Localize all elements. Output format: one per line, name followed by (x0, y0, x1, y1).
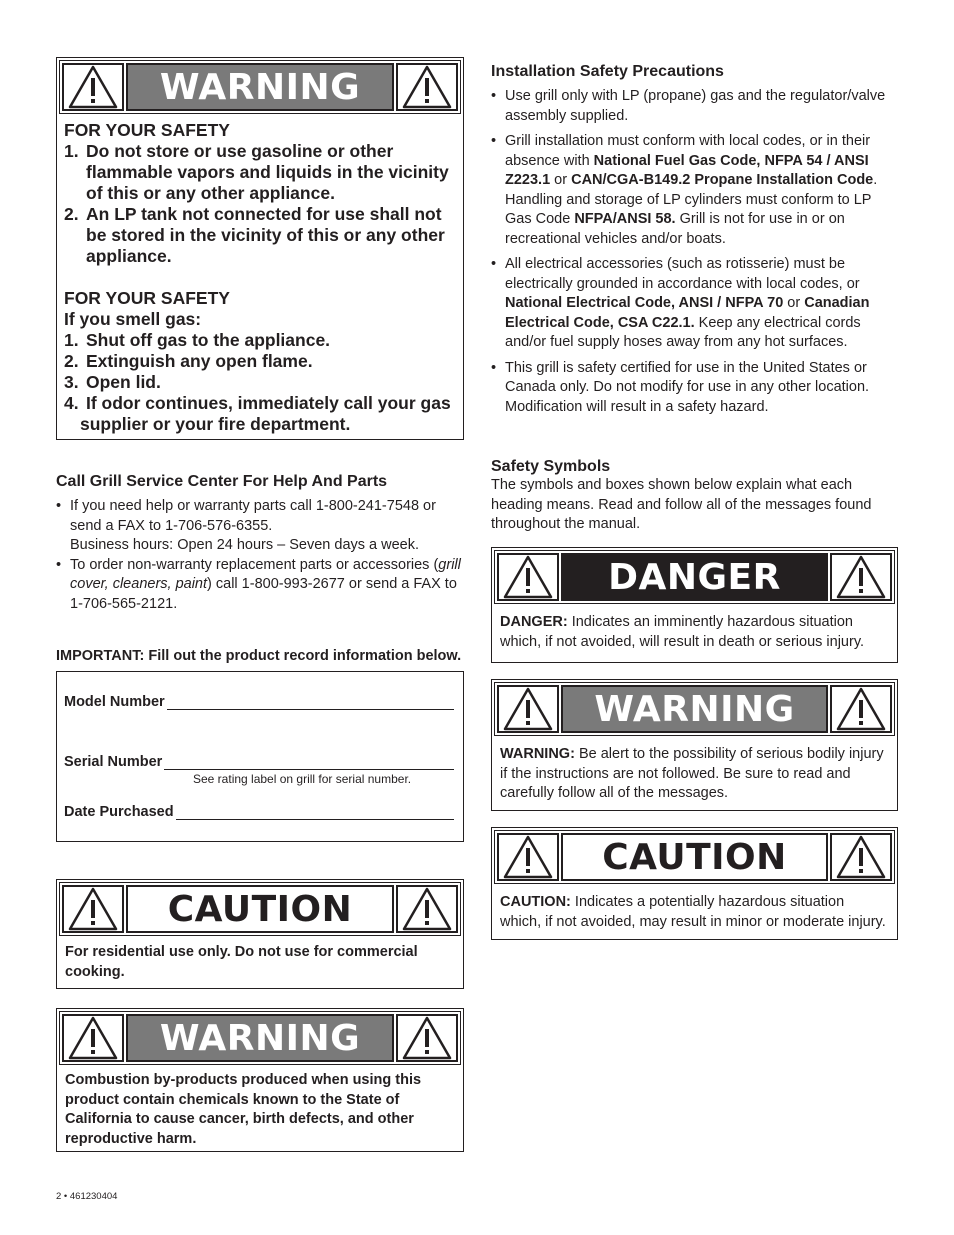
service-section (56, 473, 464, 620)
safety-symbols-section (491, 458, 899, 535)
banner-title: DANGER (561, 553, 828, 601)
list-item: • All electrical accessories (such as rotisserie) must be electrically grounded in accordance with local codes, or National Electrical Code, ANSI / NFPA 70 or Canadian Electrical Code, CSA C22.1. Keep any electrical cords and/or fuel supply hoses away from any hot surfaces. (491, 255, 899, 353)
warning-triangle-icon (830, 833, 892, 881)
banner-title: WARNING (126, 1014, 394, 1062)
warning-text: WARNING: Be alert to the possibility of serious bodily injury if the instructions are not followed. Be sure to read and carefully follow all of the messages. (500, 746, 884, 801)
warning-triangle-icon (830, 685, 892, 733)
list-item: • Grill installation must conform with local codes, or in their absence with National Fuel Gas Code, NFPA 54 / ANSI Z223.1 or CAN/CGA-B149.2 Propane Installation Code. Handling and storage of LP cylinders must conform to LP Gas Code NFPA/ANSI 58. Grill is not for use in or on recreational vehicles and/or boats. (491, 132, 899, 249)
model-number-field[interactable] (167, 695, 454, 710)
warning-gas-box (56, 57, 464, 440)
caution-residential-box (56, 879, 464, 989)
caution-text: For residential use only. Do not use for commercial cooking. (65, 944, 418, 980)
warning-triangle-icon (396, 63, 458, 111)
warning-banner (59, 1011, 461, 1065)
section-heading: Call Grill Service Center For Help And Parts (56, 473, 388, 490)
warning-triangle-icon (62, 1014, 124, 1062)
warning-triangle-icon (396, 1014, 458, 1062)
symbols-intro: The symbols and boxes shown below explain what each heading means. Read and follow all of the messages found throughout the manual. (491, 477, 872, 532)
warning-triangle-icon (830, 553, 892, 601)
banner-title: CAUTION (561, 833, 828, 881)
warning-symbol-box (491, 679, 898, 811)
list-item: 3. Open lid. (64, 372, 161, 392)
list-item: 1. Do not store or use gasoline or other flammable vapors and liquids in the vicinity of this or any other appliance. (64, 141, 449, 203)
list-item: 1. Shut off gas to the appliance. (64, 330, 331, 350)
important-note: IMPORTANT: Fill out the product record information below. (56, 648, 462, 664)
warning-triangle-icon (497, 833, 559, 881)
banner-title: CAUTION (126, 885, 394, 933)
danger-text: DANGER: Indicates an imminently hazardous situation which, if not avoided, will result in death or serious injury. (500, 614, 865, 650)
caution-text: CAUTION: Indicates a potentially hazardous situation which, if not avoided, may result in minor or moderate injury. (500, 894, 886, 930)
warning-prop65-box (56, 1008, 464, 1152)
serial-number-row: Serial Number (64, 754, 454, 770)
product-record-box (56, 671, 464, 842)
section-subtitle: If you smell gas: (64, 309, 202, 329)
warning-triangle-icon (497, 685, 559, 733)
warning-banner (59, 60, 461, 114)
caution-symbol-box (491, 827, 898, 940)
banner-title: WARNING (126, 63, 394, 111)
serial-number-field[interactable] (164, 755, 454, 770)
danger-banner (494, 550, 895, 604)
list-item: 2. An LP tank not connected for use shall not be stored in the vicinity of this or any other appliance. (64, 204, 445, 266)
model-number-row: Model Number (64, 694, 454, 710)
section-title: FOR YOUR SAFETY (64, 288, 230, 308)
list-item: • If you need help or warranty parts call 1-800-241-7548 or send a FAX to 1-706-576-6355. Business hours: Open 24 hours – Seven days a week. (56, 497, 464, 556)
date-purchased-field[interactable] (176, 805, 454, 820)
warning-triangle-icon (62, 885, 124, 933)
installation-section (491, 63, 899, 423)
list-item: • This grill is safety certified for use in the United States or Canada only. Do not modify for use in any other location. Modification will result in a safety hazard. (491, 359, 899, 418)
page-footer: 2 • 461230404 (56, 1191, 118, 1202)
warning-triangle-icon (497, 553, 559, 601)
caution-banner (494, 830, 895, 884)
section-title: FOR YOUR SAFETY (64, 120, 230, 140)
list-item: 2. Extinguish any open flame. (64, 351, 313, 371)
list-item: • Use grill only with LP (propane) gas and the regulator/valve assembly supplied. (491, 87, 899, 126)
section-heading: Installation Safety Precautions (491, 63, 724, 80)
list-item: • To order non-warranty replacement parts or accessories (grill cover, cleaners, paint) call 1-800-993-2677 or send a FAX to 1-706-565-2121. (56, 556, 464, 615)
caution-banner (59, 882, 461, 936)
banner-title: WARNING (561, 685, 828, 733)
serial-note: See rating label on grill for serial number. (193, 772, 412, 786)
section-heading: Safety Symbols (491, 458, 611, 475)
warning-triangle-icon (396, 885, 458, 933)
warning-triangle-icon (62, 63, 124, 111)
danger-box (491, 547, 898, 663)
warning-text: Combustion by-products produced when using this product contain chemicals known to the State of California to cause cancer, birth defects, and other reproductive harm. (65, 1072, 422, 1147)
warning-banner (494, 682, 895, 736)
date-purchased-row: Date Purchased (64, 804, 454, 820)
list-item: 4. If odor continues, immediately call your gas supplier or your fire department. (64, 393, 451, 434)
